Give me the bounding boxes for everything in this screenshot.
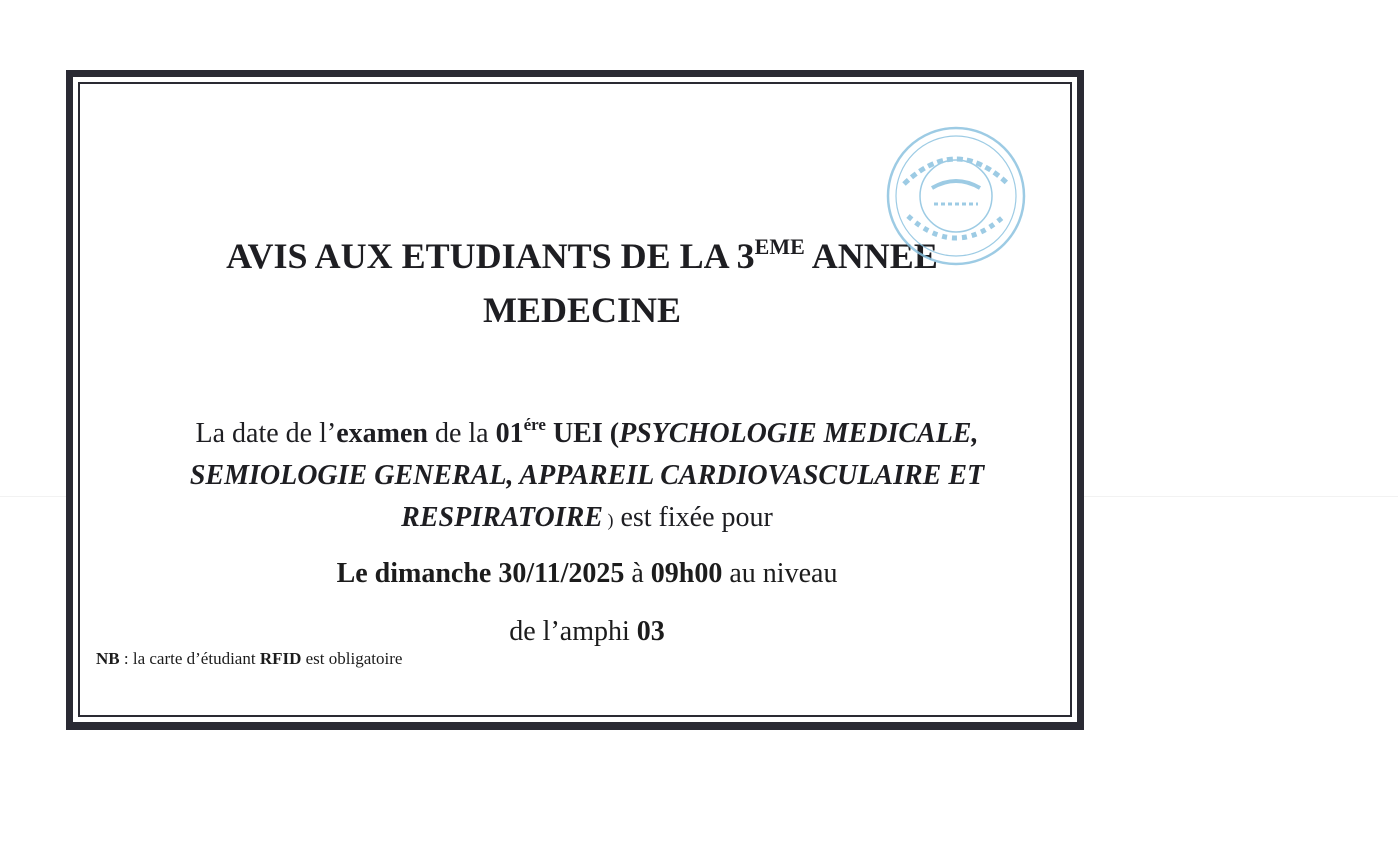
exam-description <box>127 413 1047 541</box>
body-close-paren: ) <box>602 510 614 530</box>
date-suffix: au niveau <box>722 558 838 589</box>
exam-date: Le dimanche 30/11/2025 <box>336 558 625 589</box>
nb-text-before: : la carte d’étudiant <box>119 649 260 668</box>
amphi-prefix: de l’amphi <box>509 616 637 647</box>
body-uei: UEI ( <box>545 418 620 449</box>
body-de-la: de la <box>427 418 496 449</box>
body-suffix: est fixée pour <box>613 502 773 533</box>
body-examen: examen <box>336 418 428 449</box>
title-line2: MEDECINE <box>482 290 682 330</box>
title-line1-start: AVIS AUX ETUDIANTS DE LA 3 <box>226 236 755 276</box>
nb-rfid: RFID <box>259 649 302 668</box>
body-subjects: PSYCHOLOGIE MEDICALE, SEMIOLOGIE GENERAL, APPAREIL CARDIOVASCULAIRE ET RESPIRATOIRE <box>189 418 985 533</box>
body-number-superscript: ére <box>523 415 546 434</box>
official-seal-icon <box>884 124 1028 268</box>
date-a: à <box>624 558 651 589</box>
nb-note <box>96 647 402 671</box>
nb-text-after: est obligatoire <box>301 649 403 668</box>
nb-label: NB <box>96 649 120 668</box>
body-prefix: La date de l’ <box>195 418 337 449</box>
exam-date-line <box>127 553 1047 595</box>
title-superscript: EME <box>754 234 805 259</box>
body-number: 01 <box>495 418 524 449</box>
title-line1-end: ANNEE <box>804 236 938 276</box>
amphi-number: 03 <box>636 616 665 647</box>
exam-time: 09h00 <box>650 558 723 589</box>
